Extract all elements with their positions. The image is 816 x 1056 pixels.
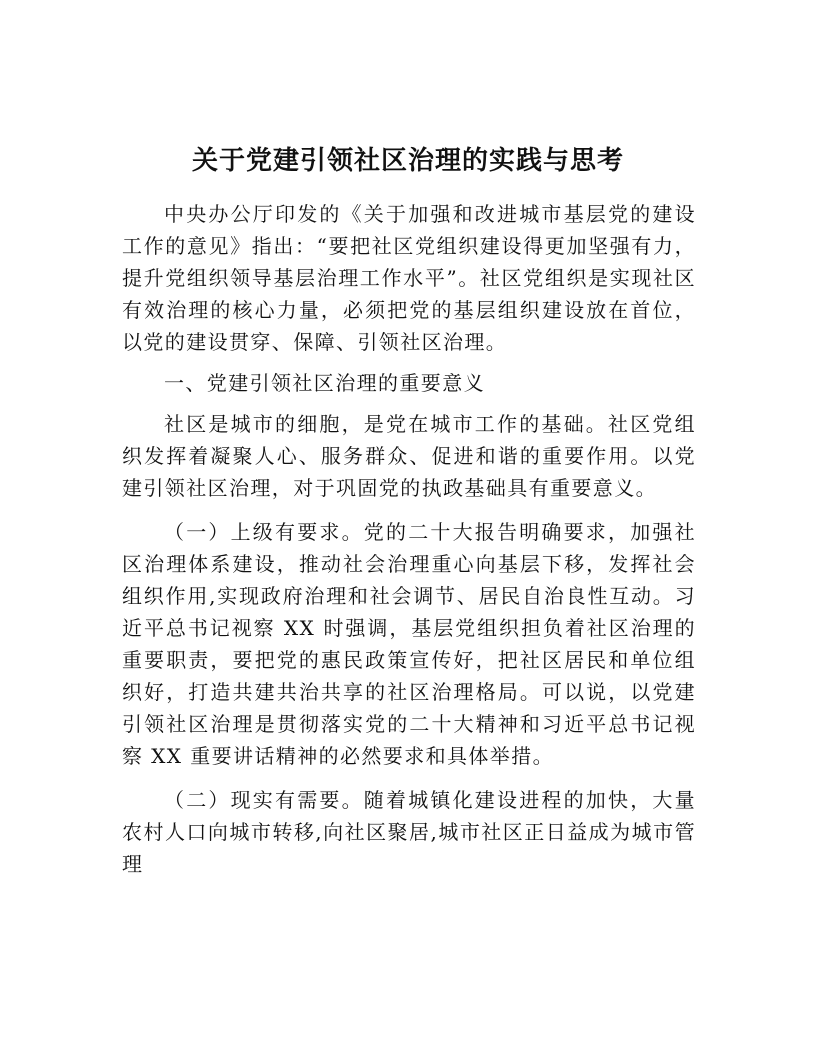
paragraph-intro: 中央办公厅印发的《关于加强和改进城市基层党的建设工作的意见》指出：“要把社区党组织建设得更加坚强有力，提升党组织领导基层治理工作水平”。社区党组织是实现社区有效治理的核心力量，必须把党的基层组织建设放在首位，以党的建设贯穿、保障、引领社区治理。 — [122, 202, 696, 354]
paragraph-significance: 社区是城市的细胞，是党在城市工作的基础。社区党组织发挥着凝聚人心、服务群众、促进和谐的重要作用。以党建引领社区治理，对于巩固党的执政基础具有重要意义。 — [122, 412, 696, 500]
section-heading: 一、党建引领社区治理的重要意义 — [164, 371, 485, 395]
document-body — [122, 198, 696, 880]
paragraph-need: （二）现实有需要。随着城镇化建设进程的加快，大量农村人口向城市转移,向社区聚居,城市社区正日益成为城市管理 — [122, 788, 696, 876]
document-title: 关于党建引领社区治理的实践与思考 — [191, 146, 624, 176]
paragraph-requirement: （一）上级有要求。党的二十大报告明确要求，加强社区治理体系建设，推动社会治理重心向基层下移，发挥社会组织作用,实现政府治理和社会调节、居民自治良性互动。习近平总书记视察 XX 时强调，基层党组织担负着社区治理的重要职责，要把党的惠民政策宣传好，把社区居民和单位组织好，打造共建共治共享的社区治理格局。可以说，以党建引领社区治理是贯彻落实党的二十大精神和习近平总书记视察 XX 重要讲话精神的必然要求和具体举措。 — [122, 520, 696, 768]
